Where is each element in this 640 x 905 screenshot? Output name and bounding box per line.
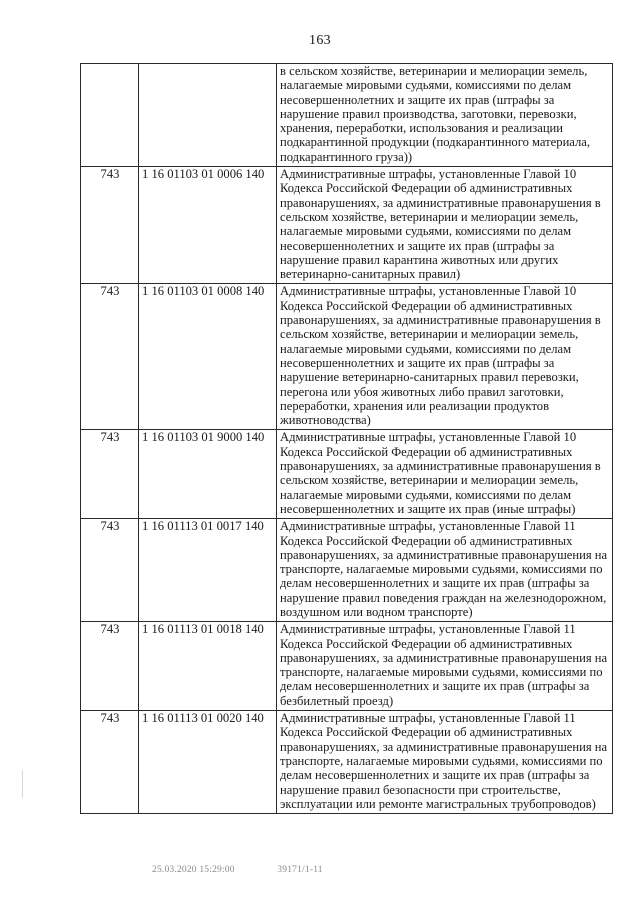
table-row — [81, 519, 613, 622]
table-row — [81, 711, 613, 814]
admin-code-cell: 743 — [81, 622, 139, 711]
table-row — [81, 622, 613, 711]
revenue-name-cell: Административные штрафы, установленные Главой 11 Кодекса Российской Федерации об административных правонарушениях, за административные правонарушения на транспорте, налагаемые мировыми судьями, комиссиями по делам несовершеннолетних и защите их прав (штрафы за безбилетный проезд) — [277, 622, 613, 711]
admin-code-cell: 743 — [81, 167, 139, 284]
admin-code-cell: 743 — [81, 430, 139, 519]
budget-code-cell: 1 16 01103 01 0008 140 — [139, 284, 277, 430]
page-number: 163 — [309, 33, 331, 48]
document-footer — [152, 865, 363, 875]
revenue-name-cell: Административные штрафы, установленные Главой 10 Кодекса Российской Федерации об административных правонарушениях, за административные правонарушения в сельском хозяйстве, ветеринарии и мелиорации земель, налагаемые мировыми судьями, комиссиями по делам несовершеннолетних и защите их прав (иные штрафы) — [277, 430, 613, 519]
budget-code-cell: 1 16 01103 01 0006 140 — [139, 167, 277, 284]
revenue-name-cell: Административные штрафы, установленные Главой 10 Кодекса Российской Федерации об административных правонарушениях, за административные правонарушения в сельском хозяйстве, ветеринарии и мелиорации земель, налагаемые мировыми судьями, комиссиями по делам несовершеннолетних и защите их прав (штрафы за нарушение правил карантина животных или других ветеринарно-санитарных правил) — [277, 167, 613, 284]
revenue-name-cell: в сельском хозяйстве, ветеринарии и мелиорации земель, налагаемые мировыми судьями, комиссиями по делам несовершеннолетних и защите их прав (штрафы за нарушение правил производства, заготовки, перевозки, хранения, переработки, использования и реализации подкарантинной продукции (подкарантинного материала, подкарантинного груза)) — [277, 64, 613, 167]
scan-margin-mark — [22, 770, 23, 798]
admin-code-cell: 743 — [81, 519, 139, 622]
budget-code-cell — [139, 64, 277, 167]
budget-code-cell: 1 16 01113 01 0020 140 — [139, 711, 277, 814]
revenue-codes-table — [80, 63, 613, 814]
footer-timestamp: 25.03.2020 15:29:00 — [152, 865, 235, 875]
table-row — [81, 284, 613, 430]
budget-code-cell: 1 16 01103 01 9000 140 — [139, 430, 277, 519]
admin-code-cell — [81, 64, 139, 167]
admin-code-cell: 743 — [81, 284, 139, 430]
table-row — [81, 430, 613, 519]
revenue-name-cell: Административные штрафы, установленные Главой 10 Кодекса Российской Федерации об административных правонарушениях, за административные правонарушения в сельском хозяйстве, ветеринарии и мелиорации земель, налагаемые мировыми судьями, комиссиями по делам несовершеннолетних и защите их прав (штрафы за нарушение ветеринарно-санитарных правил перевозки, перегона или убоя животных либо правил заготовки, переработки, хранения или реализации продуктов животноводства) — [277, 284, 613, 430]
revenue-name-cell: Административные штрафы, установленные Главой 11 Кодекса Российской Федерации об административных правонарушениях, за административные правонарушения на транспорте, налагаемые мировыми судьями, комиссиями по делам несовершеннолетних и защите их прав (штрафы за нарушение правил поведения граждан на железнодорожном, воздушном или водном транспорте) — [277, 519, 613, 622]
footer-document-id: 39171/1-11 — [277, 865, 323, 875]
table-row — [81, 64, 613, 167]
revenue-name-cell: Административные штрафы, установленные Главой 11 Кодекса Российской Федерации об административных правонарушениях, за административные правонарушения на транспорте, налагаемые мировыми судьями, комиссиями по делам несовершеннолетних и защите их прав (штрафы за нарушение правил безопасности при строительстве, эксплуатации или ремонте магистральных трубопроводов) — [277, 711, 613, 814]
budget-code-cell: 1 16 01113 01 0018 140 — [139, 622, 277, 711]
admin-code-cell: 743 — [81, 711, 139, 814]
budget-code-cell: 1 16 01113 01 0017 140 — [139, 519, 277, 622]
table-row — [81, 167, 613, 284]
